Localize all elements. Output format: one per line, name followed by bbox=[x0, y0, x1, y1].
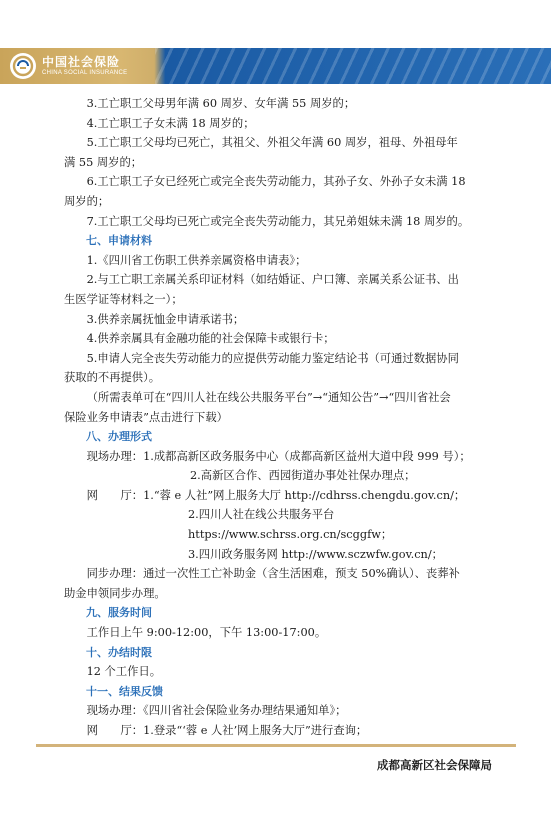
text-line: 3.四川政务服务网 http://www.sczwfw.gov.cn/； bbox=[188, 547, 443, 561]
text-line: 助金申领同步办理。 bbox=[64, 586, 166, 600]
section-heading: 十、办结时限 bbox=[86, 645, 152, 659]
logo-cn: 中国社会保险 bbox=[42, 55, 121, 69]
document-body bbox=[64, 94, 504, 741]
logo-text bbox=[42, 56, 127, 76]
footer-org: 成都高新区社会保障局 bbox=[377, 758, 492, 772]
text-line: 网 厅：1.“蓉 e 人社”网上服务大厅 http://cdhrss.chengdu.gov.cn/； bbox=[86, 488, 466, 502]
text-line: 2.四川人社在线公共服务平台 https://www.schrss.org.cn/scggfw； bbox=[188, 508, 393, 542]
text-line: 7.工亡职工父母均已死亡或完全丧失劳动能力，其兄弟姐妹未满 18 周岁的。 bbox=[86, 214, 470, 228]
text-line: 2.与工亡职工亲属关系印证材料（如结婚证、户口簿、亲属关系公证书、出 bbox=[86, 273, 459, 287]
text-line: 3.工亡职工父母男年满 60 周岁、女年满 55 周岁的； bbox=[86, 97, 356, 110]
text-line: 保险业务申请表”点击进行下载） bbox=[64, 410, 228, 424]
text-line: 5.工亡职工父母均已死亡，其祖父、外祖父年满 60 周岁，祖母、外祖母年 bbox=[86, 136, 458, 150]
text-line: （所需表单可在“四川人社在线公共服务平台”→“通知公告”→“四川省社会 bbox=[86, 390, 451, 404]
text-line: 1.《四川省工伤职工供养亲属资格申请表》； bbox=[86, 253, 307, 267]
text-line: 现场办理：《四川省社会保险业务办理结果通知单》； bbox=[86, 704, 347, 718]
text-line: 2.高新区合作、西园街道办事处社保办理点； bbox=[190, 469, 416, 483]
header-banner bbox=[0, 48, 551, 84]
text-line: 12 个工作日。 bbox=[86, 665, 162, 679]
text-line: 生医学证等材料之一）； bbox=[64, 292, 183, 306]
footer-divider bbox=[36, 744, 516, 747]
section-heading: 十一、结果反馈 bbox=[86, 684, 163, 698]
banner-stripes bbox=[155, 48, 551, 84]
text-line: 4.供养亲属具有金融功能的社会保障卡或银行卡； bbox=[86, 332, 335, 346]
section-heading: 九、服务时间 bbox=[86, 606, 152, 620]
text-line: 同步办理：通过一次性工亡补助金（含生活困难，预支 50%确认）、丧葬补 bbox=[86, 567, 460, 581]
social-insurance-logo-icon bbox=[10, 53, 36, 79]
text-line: 网 厅：1.登录“‘蓉 e 人社’网上服务大厅”进行查询； bbox=[86, 724, 368, 737]
text-line: 6.工亡职工子女已经死亡或完全丧失劳动能力，其孙子女、外孙子女未满 18 bbox=[86, 175, 466, 189]
section-heading: 八、办理形式 bbox=[86, 430, 152, 444]
text-line: 4.工亡职工子女未满 18 周岁的； bbox=[86, 116, 255, 130]
text-line: 获取的不再提供）。 bbox=[64, 371, 161, 385]
section-heading: 七、申请材料 bbox=[86, 234, 152, 248]
text-line: 3.供养亲属抚恤金申请承诺书； bbox=[86, 312, 245, 326]
text-line: 现场办理：1.成都高新区政务服务中心（成都高新区益州大道中段 999 号）； bbox=[86, 449, 471, 463]
text-line: 满 55 周岁的； bbox=[64, 155, 143, 169]
text-line: 5.申请人完全丧失劳动能力的应提供劳动能力鉴定结论书（可通过数据协同 bbox=[86, 351, 459, 365]
text-line: 周岁的； bbox=[64, 194, 110, 208]
logo-en: CHINA SOCIAL INSURANCE bbox=[42, 70, 128, 76]
text-line: 工作日上午 9:00-12:00，下午 13:00-17:00。 bbox=[86, 626, 327, 640]
logo bbox=[10, 51, 127, 81]
